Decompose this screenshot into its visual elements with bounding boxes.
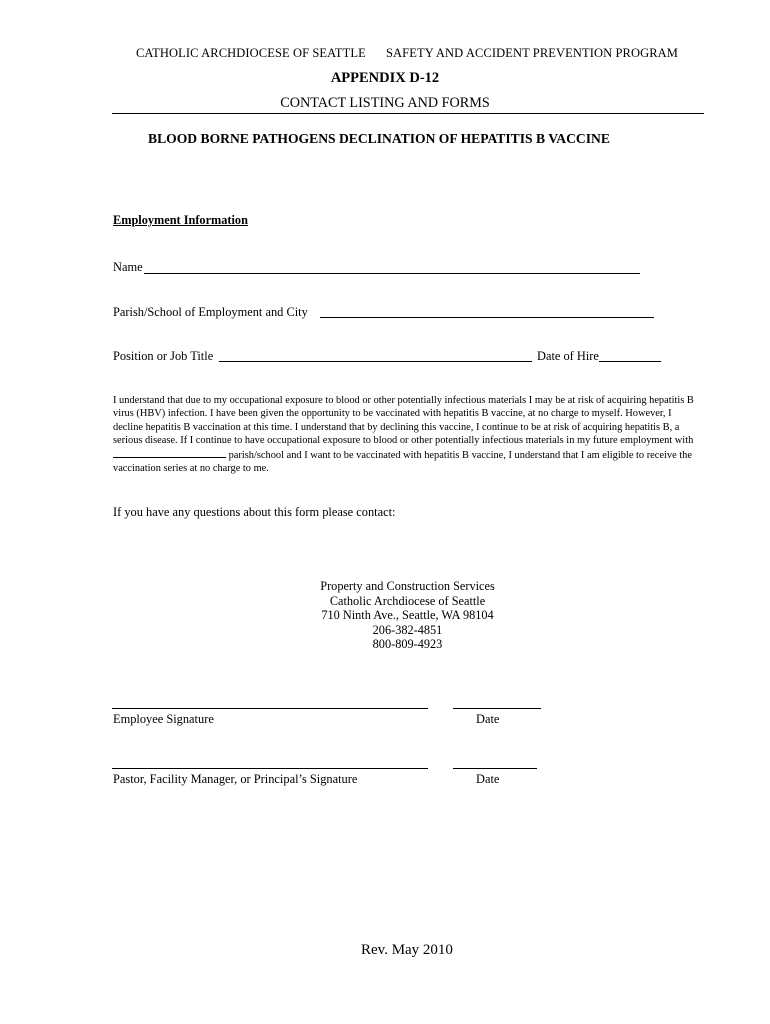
date-hire-label: Date of Hire [537,349,599,363]
pastor-signature-field[interactable] [112,768,428,769]
declaration-text-part2: parish/school and I want to be vaccinated with hepatitis B vaccine, I understand that I am eligible to receive the vaccination series at no charge to me. [113,449,692,475]
employer-blank[interactable] [113,448,226,458]
header-program: SAFETY AND ACCIDENT PREVENTION PROGRAM [386,46,679,60]
pastor-date-label: Date [476,772,500,786]
section-title: CONTACT LISTING AND FORMS [280,95,490,111]
position-field[interactable] [219,361,532,362]
contact-block [0,579,770,652]
date-hire-field[interactable] [599,361,661,362]
header-rule [112,113,704,114]
questions-text: If you have any questions about this form please contact: [113,505,396,519]
declaration-text-part1: I understand that due to my occupational exposure to blood or other potentially infectious materials I may be at risk of acquiring hepatitis B virus (HBV) infection. I have been given the opportunity to be vaccinated with hepatitis B vaccine, at no charge to myself. However, I decline hepatitis B vaccination at this time. I understand that by declining this vaccine, I continue to be at risk of acquiring hepatitis B, a serious disease. If I continue to have occupational exposure to blood or other potentially infectious materials in my future employment with [113,395,694,447]
employment-heading: Employment Information [113,213,248,227]
pastor-signature-label: Pastor, Facility Manager, or Principal’s Signature [113,772,358,786]
appendix-title: APPENDIX D-12 [330,70,440,86]
revision-footer: Rev. May 2010 [361,942,453,958]
contact-dept: Property and Construction Services [320,579,495,593]
contact-phone-1: 206-382-4851 [372,622,443,637]
contact-address: 710 Ninth Ave., Seattle, WA 98104 [321,608,494,623]
contact-org: Catholic Archdiocese of Seattle [329,593,486,608]
parish-field[interactable] [320,317,654,318]
parish-label: Parish/School of Employment and City [113,305,308,319]
employee-date-label: Date [476,712,500,726]
employee-signature-field[interactable] [112,708,428,709]
employee-signature-label: Employee Signature [113,712,214,726]
pastor-date-field[interactable] [453,768,537,769]
name-field[interactable] [144,273,640,274]
contact-phone-2: 800-809-4923 [372,637,443,652]
declaration-paragraph [113,394,703,475]
name-label: Name [113,260,143,274]
position-label: Position or Job Title [113,349,214,363]
header-org: CATHOLIC ARCHDIOCESE OF SEATTLE [136,46,366,60]
form-title: BLOOD BORNE PATHOGENS DECLINATION OF HEPATITIS B VACCINE [148,131,610,146]
employee-date-field[interactable] [453,708,541,709]
